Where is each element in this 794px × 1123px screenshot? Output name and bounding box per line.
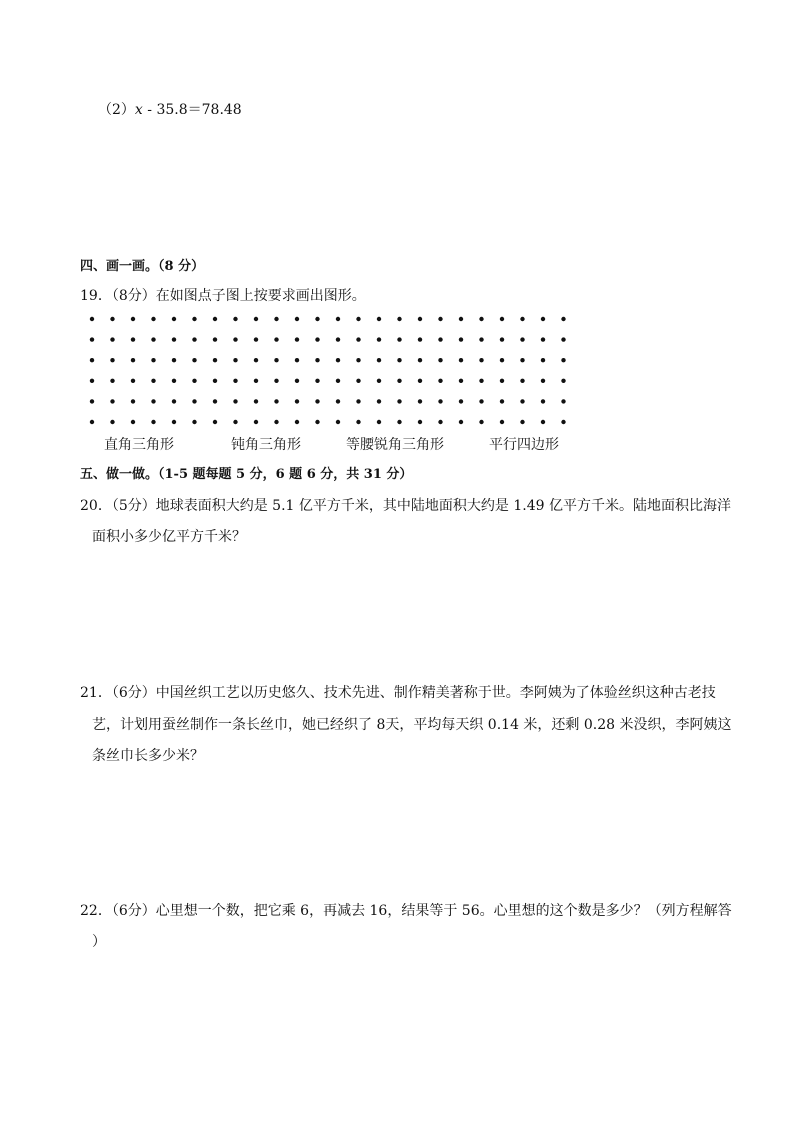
grid-dot[interactable] (213, 399, 217, 403)
dot-grid[interactable] (88, 313, 568, 431)
grid-dot[interactable] (356, 337, 360, 341)
grid-dot[interactable] (274, 420, 278, 424)
grid-dot[interactable] (233, 317, 237, 321)
grid-dot[interactable] (233, 420, 237, 424)
grid-dot[interactable] (233, 337, 237, 341)
grid-dot[interactable] (90, 379, 94, 383)
grid-dot[interactable] (500, 379, 504, 383)
grid-dot[interactable] (151, 337, 155, 341)
grid-dot[interactable] (397, 358, 401, 362)
grid-dot[interactable] (274, 399, 278, 403)
grid-dot[interactable] (110, 337, 114, 341)
grid-dot[interactable] (377, 317, 381, 321)
grid-dot[interactable] (561, 420, 565, 424)
grid-dot[interactable] (172, 317, 176, 321)
grid-dot[interactable] (520, 420, 524, 424)
equation-index: （2） (98, 102, 135, 118)
grid-dot[interactable] (418, 317, 422, 321)
question-22-line-1: 22．（6分）心里想一个数，把它乘 6，再减去 16，结果等于 56。心里想的这个数是多少？（列方程解答 (80, 903, 732, 919)
grid-dot[interactable] (90, 337, 94, 341)
grid-dot[interactable] (500, 337, 504, 341)
grid-dot[interactable] (479, 399, 483, 403)
grid-dot[interactable] (131, 379, 135, 383)
grid-dot[interactable] (397, 379, 401, 383)
grid-dot[interactable] (131, 317, 135, 321)
grid-dot[interactable] (90, 317, 94, 321)
grid-dot[interactable] (336, 379, 340, 383)
grid-dot[interactable] (192, 337, 196, 341)
grid-dot[interactable] (336, 420, 340, 424)
section-5-title: 五、做一做。（1-5 题每题 5 分，6 题 6 分，共 31 分） (80, 467, 413, 482)
grid-dot[interactable] (377, 379, 381, 383)
grid-dot[interactable] (192, 317, 196, 321)
grid-dot[interactable] (274, 379, 278, 383)
grid-dot[interactable] (561, 337, 565, 341)
grid-dot[interactable] (110, 420, 114, 424)
grid-dot[interactable] (520, 379, 524, 383)
grid-dot[interactable] (295, 420, 299, 424)
grid-dot[interactable] (90, 358, 94, 362)
grid-dot[interactable] (418, 337, 422, 341)
grid-dot[interactable] (479, 337, 483, 341)
grid-dot[interactable] (459, 379, 463, 383)
grid-dot[interactable] (213, 337, 217, 341)
grid-dot[interactable] (192, 379, 196, 383)
grid-dot[interactable] (295, 358, 299, 362)
grid-dot[interactable] (254, 420, 258, 424)
grid-dot[interactable] (397, 420, 401, 424)
grid-dot[interactable] (561, 317, 565, 321)
question-21-line-3: 条丝巾长多少米？ (92, 748, 204, 764)
grid-dot[interactable] (295, 399, 299, 403)
grid-dot[interactable] (356, 358, 360, 362)
grid-dot[interactable] (254, 317, 258, 321)
grid-dot[interactable] (213, 317, 217, 321)
grid-dot[interactable] (479, 379, 483, 383)
grid-dot[interactable] (459, 358, 463, 362)
grid-dot[interactable] (315, 317, 319, 321)
grid-dot[interactable] (274, 358, 278, 362)
grid-dot[interactable] (274, 337, 278, 341)
grid-dot[interactable] (315, 358, 319, 362)
grid-dot[interactable] (295, 337, 299, 341)
grid-dot[interactable] (356, 399, 360, 403)
grid-dot[interactable] (131, 358, 135, 362)
question-21-line-1: 21．（6分）中国丝织工艺以历史悠久、技术先进、制作精美著称于世。李阿姨为了体验丝织这种古老技 (80, 685, 716, 701)
grid-dot[interactable] (315, 379, 319, 383)
grid-dot[interactable] (418, 379, 422, 383)
grid-dot[interactable] (110, 379, 114, 383)
grid-dot[interactable] (172, 379, 176, 383)
grid-dot[interactable] (172, 337, 176, 341)
grid-dot[interactable] (541, 399, 545, 403)
grid-dot[interactable] (254, 358, 258, 362)
grid-dot[interactable] (151, 420, 155, 424)
label-isosceles-acute-triangle: 等腰锐角三角形 (346, 437, 444, 453)
grid-dot[interactable] (172, 399, 176, 403)
grid-dot[interactable] (418, 399, 422, 403)
grid-dot[interactable] (541, 358, 545, 362)
grid-dot[interactable] (377, 358, 381, 362)
grid-dot[interactable] (192, 358, 196, 362)
grid-dot[interactable] (254, 379, 258, 383)
grid-dot[interactable] (233, 358, 237, 362)
grid-dot[interactable] (172, 358, 176, 362)
grid-dot[interactable] (479, 317, 483, 321)
grid-dot[interactable] (295, 379, 299, 383)
grid-dot[interactable] (459, 337, 463, 341)
label-parallelogram: 平行四边形 (489, 437, 559, 453)
grid-dot[interactable] (438, 420, 442, 424)
grid-dot[interactable] (336, 399, 340, 403)
grid-dot[interactable] (213, 379, 217, 383)
grid-dot[interactable] (500, 358, 504, 362)
grid-dot[interactable] (192, 399, 196, 403)
grid-dot[interactable] (356, 379, 360, 383)
grid-dot[interactable] (438, 358, 442, 362)
grid-dot[interactable] (561, 358, 565, 362)
grid-dot[interactable] (520, 317, 524, 321)
grid-dot[interactable] (110, 358, 114, 362)
grid-dot[interactable] (500, 317, 504, 321)
grid-dot[interactable] (520, 399, 524, 403)
grid-dot[interactable] (110, 317, 114, 321)
grid-dot[interactable] (397, 317, 401, 321)
grid-dot[interactable] (356, 420, 360, 424)
grid-dot[interactable] (315, 399, 319, 403)
grid-dot[interactable] (561, 399, 565, 403)
grid-dot[interactable] (500, 399, 504, 403)
grid-dot[interactable] (520, 337, 524, 341)
grid-dot[interactable] (315, 420, 319, 424)
grid-dot[interactable] (500, 420, 504, 424)
equation-2 (98, 100, 242, 120)
grid-dot[interactable] (151, 379, 155, 383)
grid-dot[interactable] (233, 379, 237, 383)
label-right-triangle: 直角三角形 (104, 437, 174, 453)
grid-dot[interactable] (192, 420, 196, 424)
grid-dot[interactable] (377, 337, 381, 341)
grid-dot[interactable] (438, 317, 442, 321)
grid-dot[interactable] (151, 317, 155, 321)
grid-dot[interactable] (397, 399, 401, 403)
grid-dot[interactable] (315, 337, 319, 341)
grid-dot[interactable] (418, 420, 422, 424)
equation-variable: x (134, 102, 143, 118)
grid-dot[interactable] (172, 420, 176, 424)
grid-dot[interactable] (110, 399, 114, 403)
grid-dot[interactable] (336, 337, 340, 341)
grid-dot[interactable] (459, 317, 463, 321)
question-21-line-2: 艺，计划用蚕丝制作一条长丝巾，她已经织了 8天，平均每天织 0.14 米，还剩 0.28 米没织，李阿姨这 (92, 717, 732, 733)
grid-dot[interactable] (131, 399, 135, 403)
question-20-line-2: 面积小多少亿平方千米？ (92, 529, 246, 545)
label-obtuse-triangle: 钝角三角形 (231, 437, 301, 453)
grid-dot[interactable] (520, 358, 524, 362)
grid-dot[interactable] (336, 317, 340, 321)
grid-dot[interactable] (541, 379, 545, 383)
grid-dot[interactable] (90, 420, 94, 424)
grid-dot[interactable] (336, 358, 340, 362)
grid-dot[interactable] (397, 337, 401, 341)
grid-dot[interactable] (213, 358, 217, 362)
grid-dot[interactable] (541, 420, 545, 424)
grid-dot[interactable] (213, 420, 217, 424)
grid-dot[interactable] (295, 317, 299, 321)
grid-dot[interactable] (541, 337, 545, 341)
section-4-title: 四、画一画。（8 分） (80, 259, 205, 274)
grid-dot[interactable] (131, 420, 135, 424)
question-20-line-1: 20．（5分）地球表面积大约是 5.1 亿平方千米，其中陆地面积大约是 1.49 亿平方千米。陆地面积比海洋 (80, 498, 731, 514)
grid-dot[interactable] (131, 337, 135, 341)
grid-dot[interactable] (151, 358, 155, 362)
grid-dot[interactable] (274, 317, 278, 321)
grid-dot[interactable] (438, 337, 442, 341)
grid-dot[interactable] (377, 399, 381, 403)
grid-dot[interactable] (541, 317, 545, 321)
grid-dot[interactable] (254, 399, 258, 403)
grid-dot[interactable] (438, 399, 442, 403)
grid-dot[interactable] (151, 399, 155, 403)
grid-dot[interactable] (377, 420, 381, 424)
question-19: 19．（8分）在如图点子图上按要求画出图形。 (80, 288, 366, 304)
grid-dot[interactable] (418, 358, 422, 362)
grid-dot[interactable] (438, 379, 442, 383)
grid-dot[interactable] (459, 399, 463, 403)
equation-rest: - 35.8＝78.48 (142, 102, 242, 118)
question-22-line-2: ） (92, 934, 106, 950)
grid-dot[interactable] (561, 379, 565, 383)
grid-dot[interactable] (479, 358, 483, 362)
grid-dot[interactable] (254, 337, 258, 341)
grid-dot[interactable] (356, 317, 360, 321)
grid-dot[interactable] (459, 420, 463, 424)
grid-dot[interactable] (90, 399, 94, 403)
grid-dot[interactable] (233, 399, 237, 403)
grid-dot[interactable] (479, 420, 483, 424)
